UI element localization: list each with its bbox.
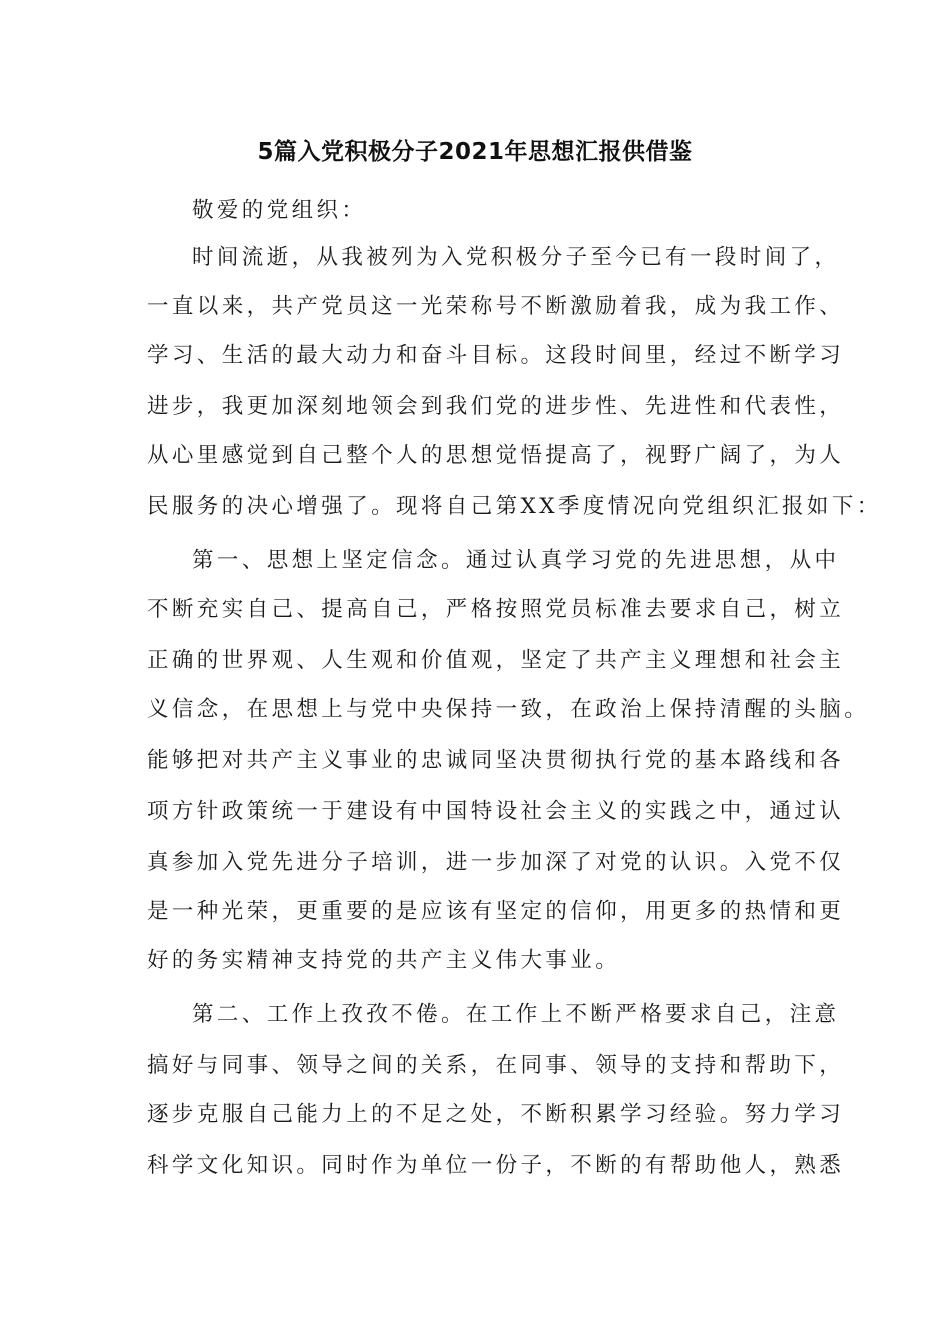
paragraph-line: 从心里感觉到自己整个人的思想觉悟提高了，视野广阔了，为人 [147, 443, 845, 468]
paragraph-line: 科学文化知识。同时作为单位一份子，不断的有帮助他人，熟悉 [147, 1153, 845, 1178]
paragraph-line: 项方针政策统一于建设有中国特设社会主义的实践之中，通过认 [147, 799, 845, 824]
paragraph-line: 正确的世界观、人生观和价值观，坚定了共产主义理想和社会主 [147, 648, 845, 673]
paragraph-line: 第一、思想上坚定信念。通过认真学习党的先进思想，从中 [192, 548, 840, 573]
paragraph-line: 民服务的决心增强了。现将自己第XX季度情况向党组织汇报如下： [147, 494, 882, 519]
paragraph-line: 是一种光荣，更重要的是应该有坚定的信仰，用更多的热情和更 [147, 899, 845, 924]
paragraph-line: 搞好与同事、领导之间的关系，在同事、领导的支持和帮助下， [147, 1053, 845, 1078]
salutation: 敬爱的党组织： [192, 198, 367, 223]
paragraph-line: 真参加入党先进分子培训，进一步加深了对党的认识。入党不仅 [147, 850, 845, 875]
paragraph-line: 不断充实自己、提高自己，严格按照党员标准去要求自己，树立 [147, 597, 845, 622]
paragraph-line: 一直以来，共产党员这一光荣称号不断激励着我，成为我工作、 [147, 294, 845, 319]
paragraph-line: 第二、工作上孜孜不倦。在工作上不断严格要求自己，注意 [192, 1002, 840, 1027]
paragraph-line: 学习、生活的最大动力和奋斗目标。这段时间里，经过不断学习 [147, 343, 845, 368]
paragraph-line: 逐步克服自己能力上的不足之处，不断积累学习经验。努力学习 [147, 1102, 845, 1127]
paragraph-line: 义信念，在思想上与党中央保持一致，在政治上保持清醒的头脑。 [147, 697, 870, 722]
paragraph-line: 能够把对共产主义事业的忠诚同坚决贯彻执行党的基本路线和各 [147, 748, 845, 773]
paragraph-line: 好的务实精神支持党的共产主义伟大事业。 [147, 948, 621, 973]
paragraph-line: 进步，我更加深刻地领会到我们党的进步性、先进性和代表性， [147, 394, 845, 419]
document-title: 5篇入党积极分子2021年思想汇报供借鉴 [257, 139, 693, 165]
paragraph-line: 时间流逝，从我被列为入党积极分子至今已有一段时间了， [192, 245, 840, 270]
